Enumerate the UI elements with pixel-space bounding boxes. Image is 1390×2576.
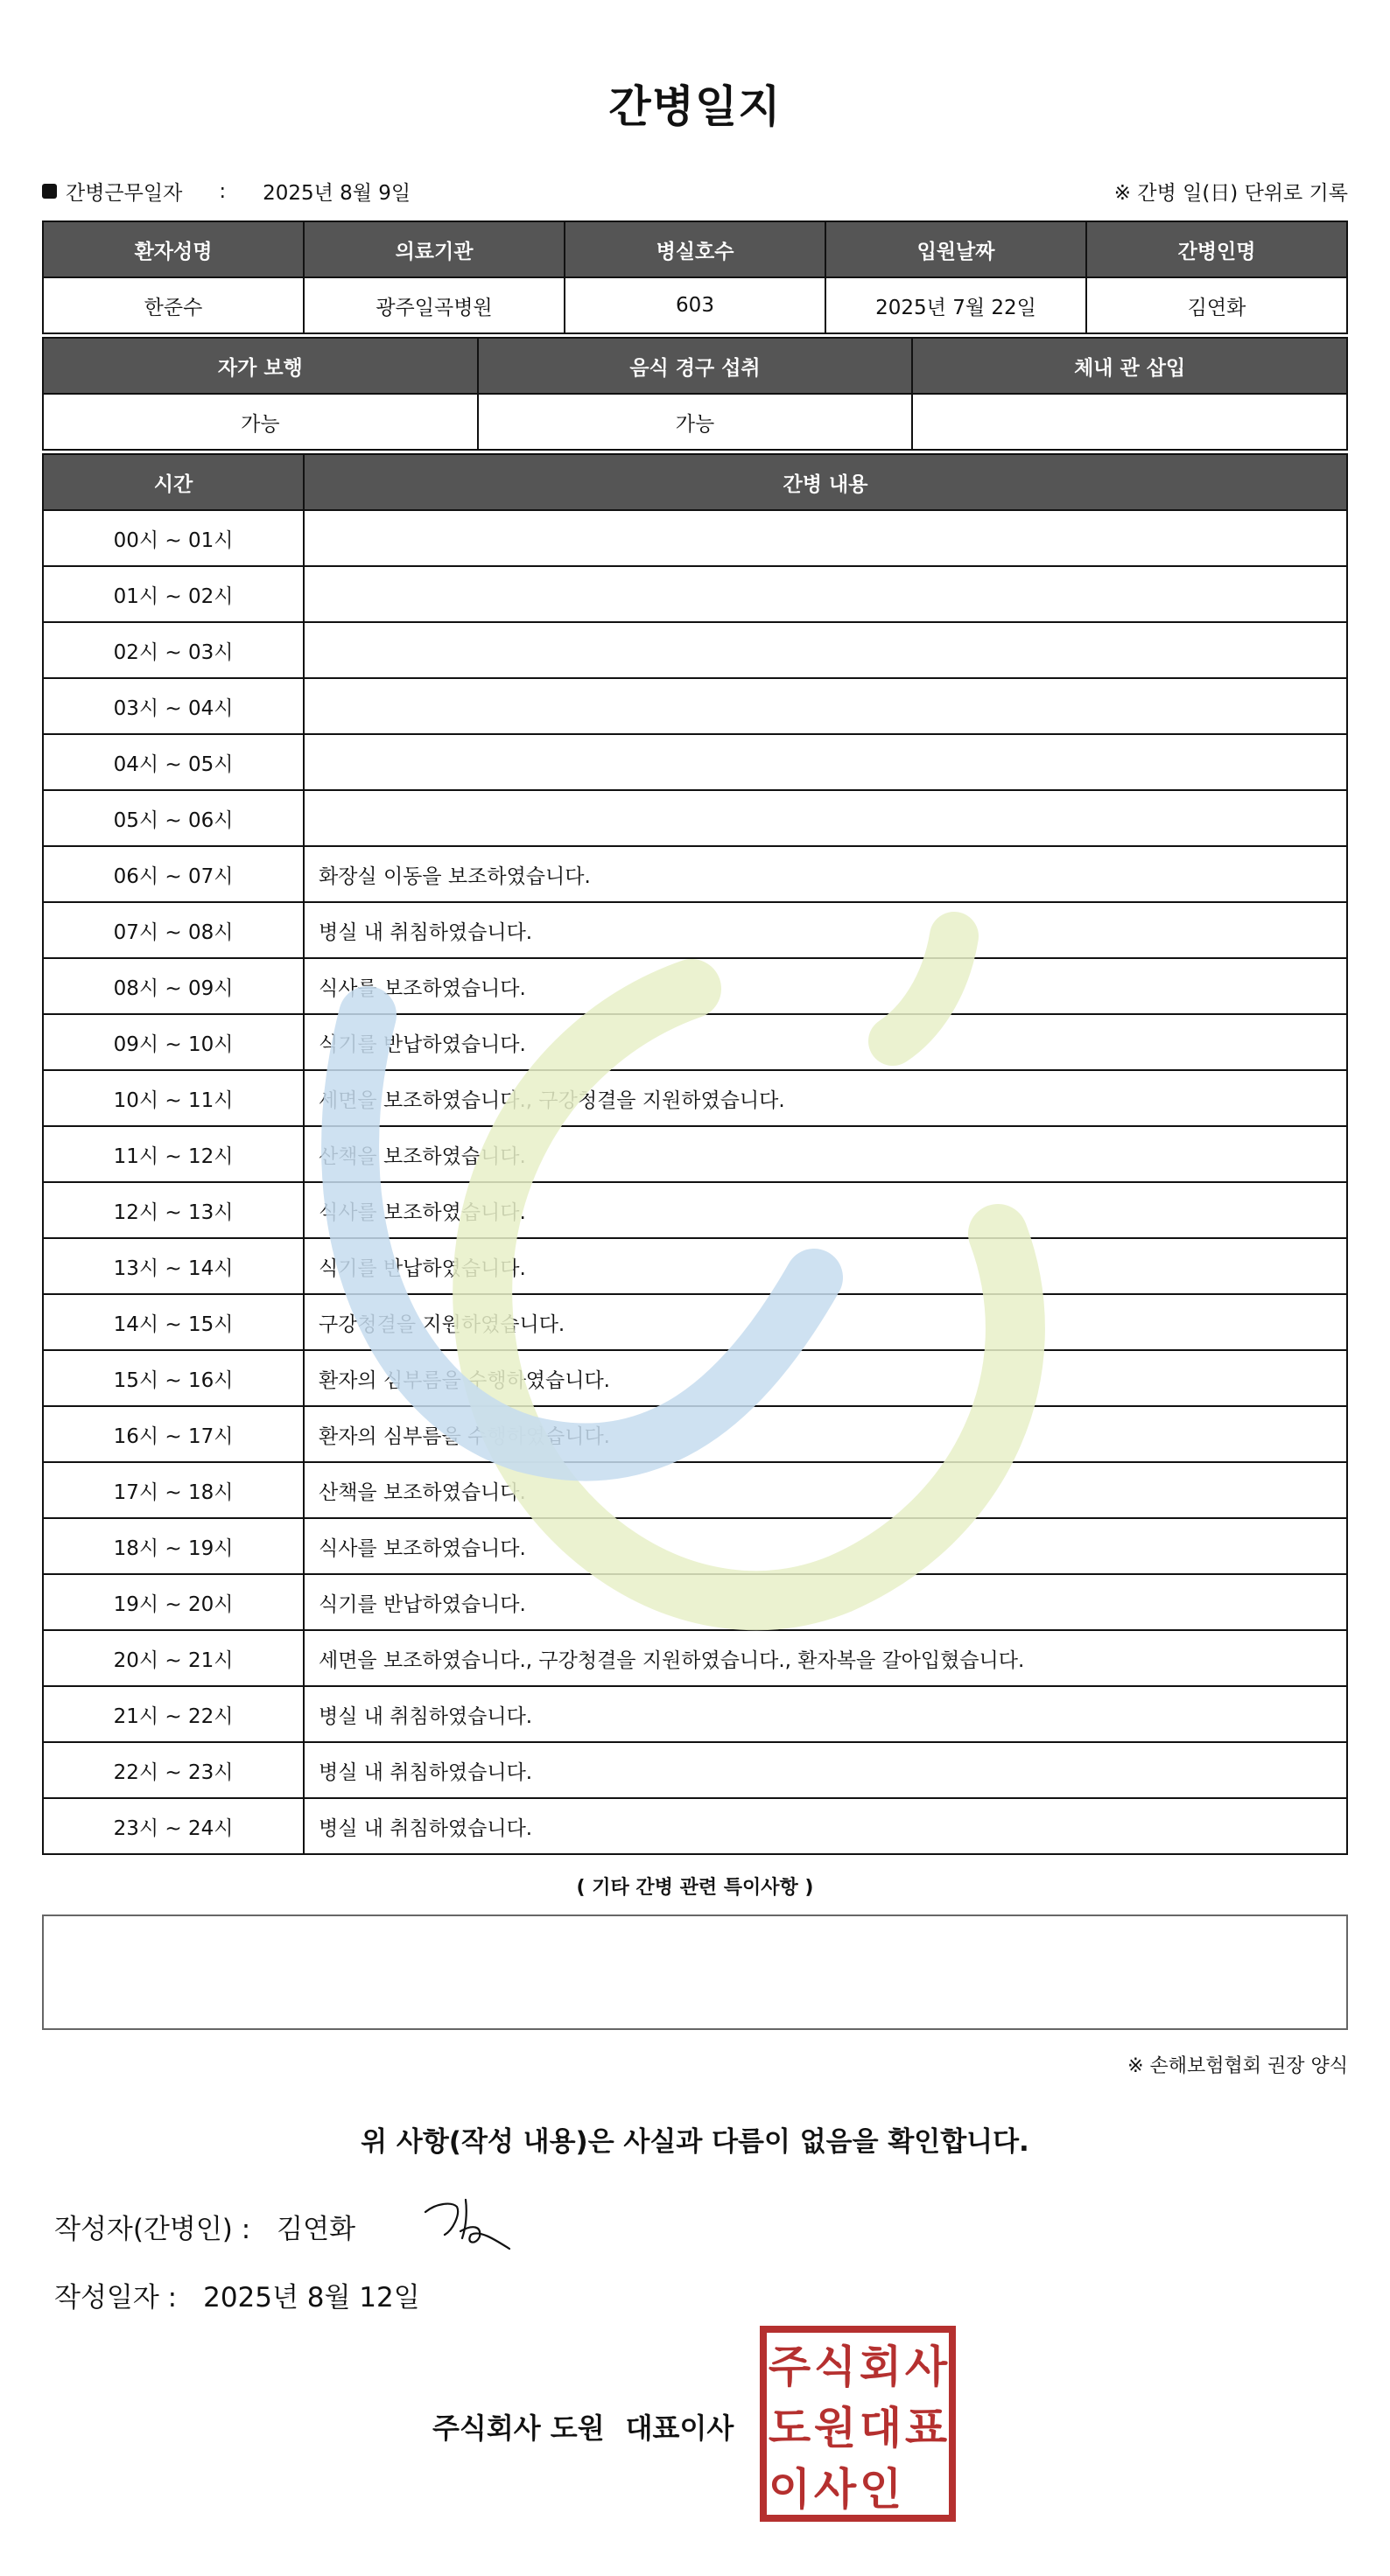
representative-title: 대표이사 xyxy=(625,2412,734,2445)
care-log-row xyxy=(43,1574,1347,1630)
care-log-time: 20시 ~ 21시 xyxy=(43,1630,304,1686)
care-log-row xyxy=(43,734,1347,790)
care-log-content: 병실 내 취침하였습니다. xyxy=(304,1742,1347,1798)
care-log-time: 04시 ~ 05시 xyxy=(43,734,304,790)
header-admission-date: 입원날짜 xyxy=(825,221,1086,277)
care-log-content xyxy=(304,566,1347,622)
care-log-time: 12시 ~ 13시 xyxy=(43,1182,304,1238)
care-log-row xyxy=(43,1742,1347,1798)
care-log-time: 21시 ~ 22시 xyxy=(43,1686,304,1742)
care-log-content xyxy=(304,734,1347,790)
care-log-content: 병실 내 취침하였습니다. xyxy=(304,1686,1347,1742)
work-date-value: 2025년 8월 9일 xyxy=(263,182,411,205)
seal-character: 사 xyxy=(904,2342,948,2392)
confirmation-statement: 위 사항(작성 내용)은 사실과 다름이 없음을 확인합니다. xyxy=(361,2126,1029,2158)
header-tube-insertion: 체내 관 삽입 xyxy=(912,338,1347,394)
work-date-label: 간병근무일자 xyxy=(66,182,183,205)
care-log-header-row xyxy=(43,454,1347,510)
care-log-table xyxy=(42,453,1348,1855)
seal-character: 표 xyxy=(904,2403,948,2454)
seal-character: 대 xyxy=(859,2403,902,2454)
care-log-content: 산책을 보조하였습니다. xyxy=(304,1126,1347,1182)
care-log-content: 식기를 반납하였습니다. xyxy=(304,1238,1347,1294)
care-log-content xyxy=(304,678,1347,734)
care-log-time: 16시 ~ 17시 xyxy=(43,1406,304,1462)
care-log-content xyxy=(304,622,1347,678)
patient-info-header-row xyxy=(43,221,1347,277)
caregiver-name: 김연화 xyxy=(1086,277,1347,333)
care-log-content: 세면을 보조하였습니다., 구강청결을 지원하였습니다. xyxy=(304,1070,1347,1126)
header-time: 시간 xyxy=(43,454,304,510)
seal-character: 원 xyxy=(813,2403,857,2454)
care-log-content: 병실 내 취침하였습니다. xyxy=(304,1798,1347,1854)
care-log-row xyxy=(43,566,1347,622)
care-log-row xyxy=(43,510,1347,566)
company-line xyxy=(432,2406,734,2446)
care-log-row xyxy=(43,1182,1347,1238)
header-self-walking: 자가 보행 xyxy=(43,338,478,394)
header-oral-intake: 음식 경구 섭취 xyxy=(478,338,913,394)
care-log-content: 식기를 반납하였습니다. xyxy=(304,1014,1347,1070)
care-log-time: 00시 ~ 01시 xyxy=(43,510,304,566)
handwritten-signature-icon xyxy=(418,2188,515,2258)
seal-character: 식 xyxy=(813,2342,857,2392)
care-log-time: 22시 ~ 23시 xyxy=(43,1742,304,1798)
care-log-row xyxy=(43,622,1347,678)
care-log-content: 식사를 보조하였습니다. xyxy=(304,958,1347,1014)
care-log-content: 환자의 심부름을 수행하였습니다. xyxy=(304,1406,1347,1462)
self-walking-value: 가능 xyxy=(43,394,478,450)
care-log-body xyxy=(43,510,1347,1854)
care-log-row xyxy=(43,902,1347,958)
oral-intake-value: 가능 xyxy=(478,394,913,450)
care-log-row xyxy=(43,1798,1347,1854)
care-log-row xyxy=(43,790,1347,846)
bullet-square-icon xyxy=(42,184,57,199)
header-hospital: 의료기관 xyxy=(304,221,565,277)
admission-date: 2025년 7월 22일 xyxy=(825,277,1086,333)
care-log-content: 화장실 이동을 보조하였습니다. xyxy=(304,846,1347,902)
care-log-content xyxy=(304,510,1347,566)
care-log-row xyxy=(43,1014,1347,1070)
care-log-time: 11시 ~ 12시 xyxy=(43,1126,304,1182)
care-log-row xyxy=(43,1406,1347,1462)
page-title: 간병일지 xyxy=(608,81,782,132)
care-log-time: 07시 ~ 08시 xyxy=(43,902,304,958)
hospital-name: 광주일곡병원 xyxy=(304,277,565,333)
care-log-row xyxy=(43,958,1347,1014)
patient-status-value-row xyxy=(43,394,1347,450)
company-seal-stamp-icon xyxy=(760,2326,956,2522)
care-log-row xyxy=(43,1294,1347,1350)
special-notes-box xyxy=(42,1914,1348,2030)
work-date-line xyxy=(42,177,411,206)
form-source-note: ※ 손해보험협회 권장 양식 xyxy=(1127,2055,1348,2077)
work-date-separator: : xyxy=(219,179,227,203)
write-date-label: 작성일자 : xyxy=(54,2282,178,2314)
room-number: 603 xyxy=(565,277,825,333)
care-log-content: 세면을 보조하였습니다., 구강청결을 지원하였습니다., 환자복을 갈아입혔습니다. xyxy=(304,1630,1347,1686)
writer-name: 김연화 xyxy=(277,2214,356,2245)
care-log-time: 08시 ~ 09시 xyxy=(43,958,304,1014)
seal-character: 인 xyxy=(859,2464,902,2515)
care-log-row xyxy=(43,1518,1347,1574)
header-patient-name: 환자성명 xyxy=(43,221,304,277)
care-log-time: 15시 ~ 16시 xyxy=(43,1350,304,1406)
header-caregiver-name: 간병인명 xyxy=(1086,221,1347,277)
care-log-content: 식사를 보조하였습니다. xyxy=(304,1182,1347,1238)
care-log-time: 03시 ~ 04시 xyxy=(43,678,304,734)
care-log-row xyxy=(43,678,1347,734)
care-log-time: 02시 ~ 03시 xyxy=(43,622,304,678)
special-notes-title: ( 기타 간병 관련 특이사항 ) xyxy=(576,1877,814,1899)
tube-insertion-value xyxy=(912,394,1347,450)
care-log-content: 산책을 보조하였습니다. xyxy=(304,1462,1347,1518)
care-log-time: 06시 ~ 07시 xyxy=(43,846,304,902)
header-care-content: 간병 내용 xyxy=(304,454,1347,510)
write-date-value: 2025년 8월 12일 xyxy=(203,2282,420,2314)
care-log-time: 23시 ~ 24시 xyxy=(43,1798,304,1854)
seal-character: 주 xyxy=(768,2342,811,2392)
care-log-row xyxy=(43,1462,1347,1518)
care-log-time: 10시 ~ 11시 xyxy=(43,1070,304,1126)
patient-status-header-row xyxy=(43,338,1347,394)
care-log-row xyxy=(43,1238,1347,1294)
care-log-row xyxy=(43,1070,1347,1126)
seal-character: 회 xyxy=(859,2342,902,2392)
writer-line xyxy=(54,2207,355,2246)
care-log-content: 식사를 보조하였습니다. xyxy=(304,1518,1347,1574)
seal-character: 사 xyxy=(813,2464,857,2515)
care-log-content: 구강청결을 지원하였습니다. xyxy=(304,1294,1347,1350)
care-log-time: 18시 ~ 19시 xyxy=(43,1518,304,1574)
care-log-row xyxy=(43,1126,1347,1182)
care-log-time: 05시 ~ 06시 xyxy=(43,790,304,846)
care-log-time: 17시 ~ 18시 xyxy=(43,1462,304,1518)
seal-character: 이 xyxy=(768,2464,811,2515)
care-log-content: 식기를 반납하였습니다. xyxy=(304,1574,1347,1630)
care-log-content: 환자의 심부름을 수행하였습니다. xyxy=(304,1350,1347,1406)
daily-record-note: ※ 간병 일(日) 단위로 기록 xyxy=(1113,182,1348,205)
care-log-content: 병실 내 취침하였습니다. xyxy=(304,902,1347,958)
patient-info-value-row xyxy=(43,277,1347,333)
care-log-time: 19시 ~ 20시 xyxy=(43,1574,304,1630)
care-log-row xyxy=(43,1350,1347,1406)
patient-info-table xyxy=(42,220,1348,334)
patient-name: 한준수 xyxy=(43,277,304,333)
care-log-row xyxy=(43,846,1347,902)
care-log-time: 14시 ~ 15시 xyxy=(43,1294,304,1350)
write-date-line xyxy=(54,2275,420,2314)
company-name: 주식회사 도원 xyxy=(432,2412,605,2445)
seal-character: 도 xyxy=(768,2403,811,2454)
care-log-row xyxy=(43,1630,1347,1686)
care-log-time: 13시 ~ 14시 xyxy=(43,1238,304,1294)
care-log-content xyxy=(304,790,1347,846)
care-log-row xyxy=(43,1686,1347,1742)
writer-label: 작성자(간병인) : xyxy=(54,2214,251,2245)
care-log-time: 09시 ~ 10시 xyxy=(43,1014,304,1070)
header-room-number: 병실호수 xyxy=(565,221,825,277)
patient-status-table xyxy=(42,337,1348,451)
care-log-time: 01시 ~ 02시 xyxy=(43,566,304,622)
